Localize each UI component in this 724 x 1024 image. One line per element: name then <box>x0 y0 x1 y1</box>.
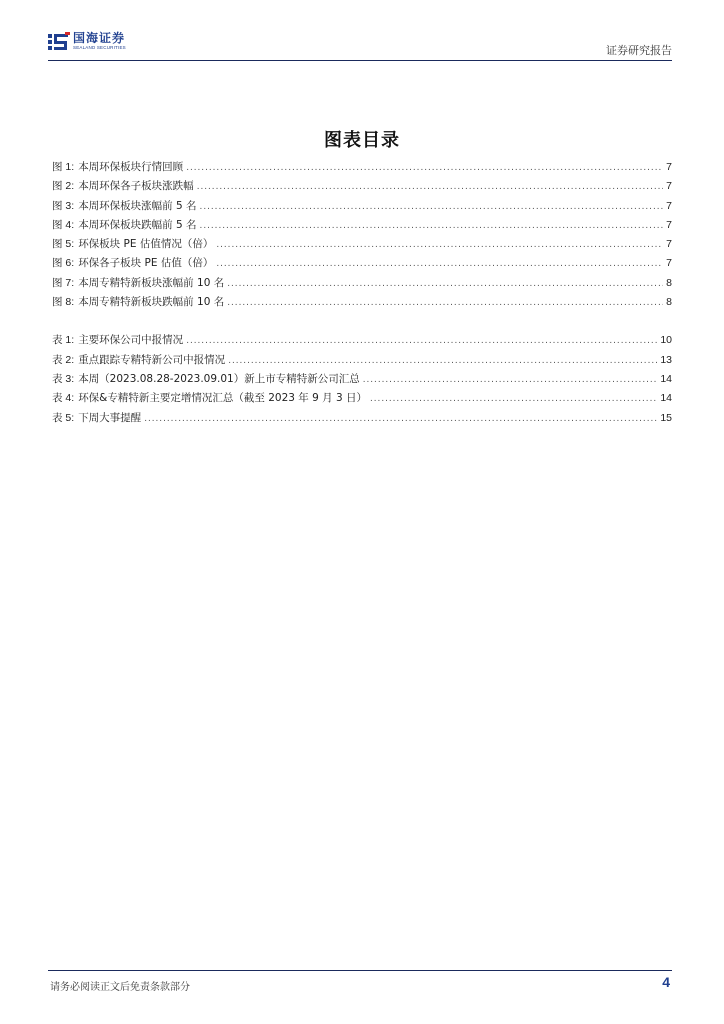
entry-label: 表 2: <box>52 353 75 366</box>
figure-entry[interactable] <box>52 294 672 313</box>
entry-label: 表 1: <box>52 334 75 347</box>
entry-title: 下周大事提醒 <box>78 411 142 424</box>
entry-page-number: 7 <box>666 180 672 193</box>
figure-entry[interactable] <box>52 198 672 217</box>
entry-label: 表 4: <box>52 392 75 405</box>
entry-page-number: 14 <box>660 392 672 405</box>
entry-label: 图 3: <box>52 199 75 212</box>
entry-page-number: 8 <box>666 276 672 289</box>
disclaimer-note: 请务必阅读正文后免责条款部分 <box>50 982 190 993</box>
dot-leader <box>186 162 663 173</box>
page-title: 图表目录 <box>324 130 400 151</box>
dot-leader <box>216 258 663 269</box>
entry-label: 图 1: <box>52 161 75 173</box>
entry-title: 环保板块 PE 估值情况（倍） <box>78 238 214 251</box>
dot-leader <box>216 239 663 250</box>
page-number: 4 <box>662 974 670 990</box>
dot-leader <box>370 393 657 404</box>
figure-entry[interactable] <box>52 217 672 236</box>
entry-label: 图 7: <box>52 276 75 289</box>
dot-leader <box>200 201 664 212</box>
entry-page-number: 7 <box>666 257 672 270</box>
logo-english-name: SEALAND SECURITIES <box>73 45 126 50</box>
company-logo <box>48 32 126 52</box>
entry-title: 本周环保各子板块涨跌幅 <box>78 180 194 193</box>
entry-page-number: 15 <box>660 411 672 424</box>
entry-title: 主要环保公司中报情况 <box>78 334 184 347</box>
dot-leader <box>227 297 663 308</box>
entry-page-number: 10 <box>660 334 672 347</box>
table-of-figures <box>52 159 672 429</box>
dot-leader <box>144 413 657 424</box>
entry-label: 表 5: <box>52 411 75 424</box>
entry-page-number: 8 <box>666 296 672 309</box>
table-list <box>52 332 672 428</box>
entry-title: 重点跟踪专精特新公司中报情况 <box>78 353 226 366</box>
page-header <box>48 30 672 61</box>
table-entry[interactable] <box>52 352 672 371</box>
table-entry[interactable] <box>52 390 672 409</box>
entry-title: 本周专精特新板块涨幅前 10 名 <box>78 276 225 289</box>
figure-entry[interactable] <box>52 275 672 294</box>
entry-page-number: 14 <box>660 372 672 385</box>
entry-page-number: 7 <box>666 238 672 251</box>
entry-title: 环保&专精特新主要定增情况汇总（截至 2023 年 9 月 3 日） <box>78 392 367 405</box>
entry-title: 本周环保板块行情回顾 <box>78 161 184 173</box>
dot-leader <box>186 335 657 346</box>
page-footer <box>48 970 672 995</box>
entry-page-number: 13 <box>660 353 672 366</box>
figure-entry[interactable] <box>52 255 672 274</box>
entry-title: 环保各子板块 PE 估值（倍） <box>78 257 214 270</box>
dot-leader <box>227 278 663 289</box>
table-entry[interactable] <box>52 371 672 390</box>
entry-label: 图 2: <box>52 180 75 193</box>
entry-page-number: 7 <box>666 218 672 231</box>
dot-leader <box>363 374 658 385</box>
report-type-label: 证券研究报告 <box>606 44 672 57</box>
dot-leader <box>200 220 664 231</box>
entry-label: 图 5: <box>52 238 75 251</box>
entry-label: 图 6: <box>52 257 75 270</box>
entry-title: 本周专精特新板块跌幅前 10 名 <box>78 296 225 309</box>
entry-title: 本周（2023.08.28-2023.09.01）新上市专精特新公司汇总 <box>78 372 360 385</box>
dot-leader <box>228 355 657 366</box>
figure-entry[interactable] <box>52 236 672 255</box>
entry-title: 本周环保板块跌幅前 5 名 <box>78 218 197 231</box>
entry-label: 图 8: <box>52 296 75 309</box>
entry-page-number: 7 <box>666 161 672 173</box>
table-entry[interactable] <box>52 332 672 351</box>
logo-chinese-name: 国海证券 <box>73 31 126 45</box>
entry-label: 图 4: <box>52 218 75 231</box>
dot-leader <box>197 181 663 192</box>
entry-label: 表 3: <box>52 372 75 385</box>
entry-title: 本周环保板块涨幅前 5 名 <box>78 199 197 212</box>
table-entry[interactable] <box>52 410 672 429</box>
figure-list <box>52 159 672 313</box>
entry-page-number: 7 <box>666 199 672 212</box>
figure-entry[interactable] <box>52 178 672 197</box>
figure-entry[interactable] <box>52 159 672 178</box>
sealand-logo-icon <box>48 32 70 52</box>
